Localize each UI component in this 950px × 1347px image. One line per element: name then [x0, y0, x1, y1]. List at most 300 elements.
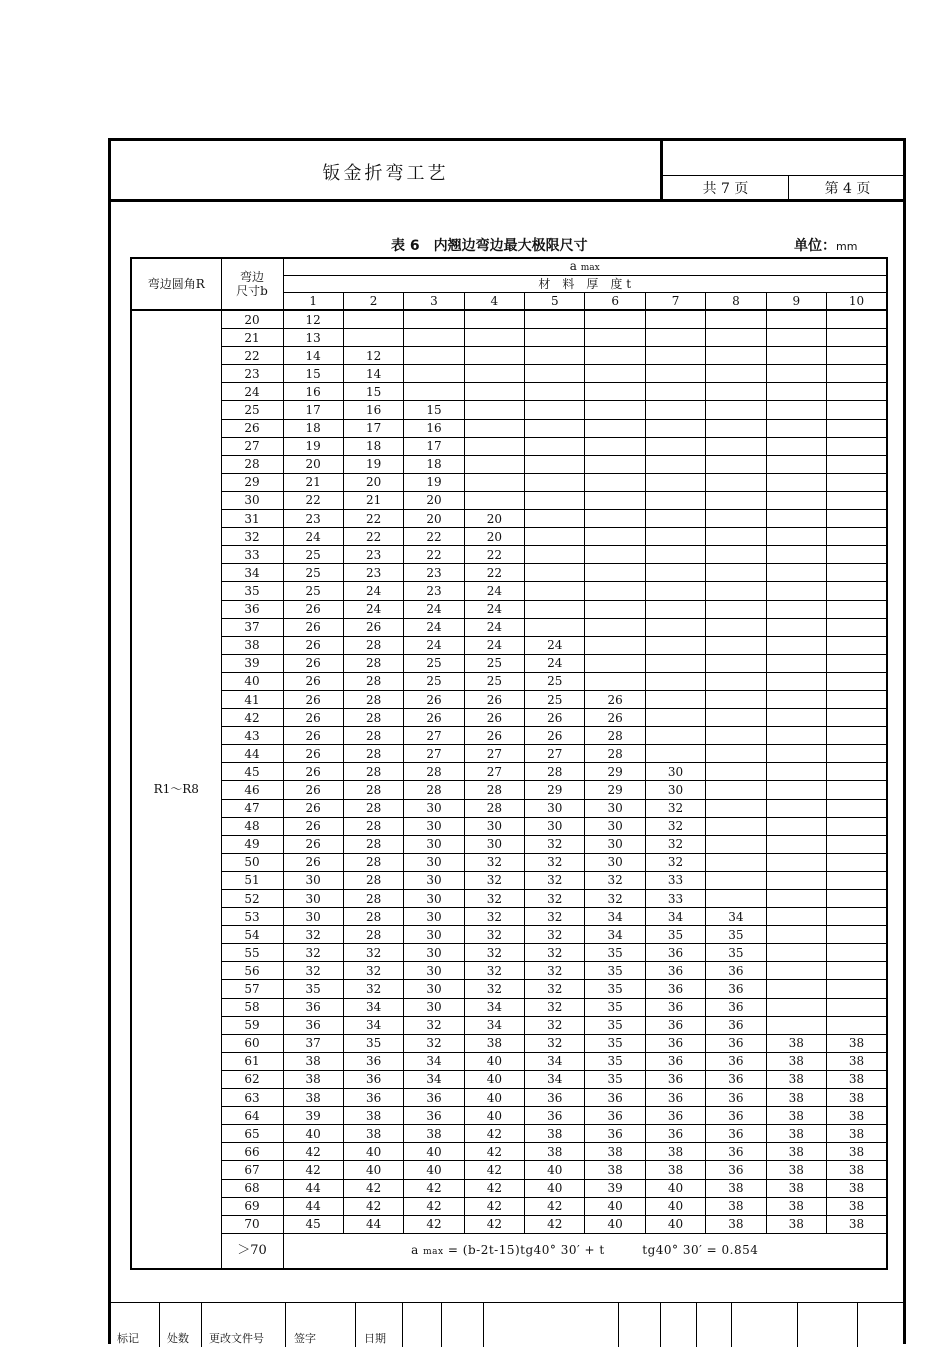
amax-cell	[706, 763, 766, 781]
amax-cell: 29	[585, 763, 645, 781]
footer-label-signature: 签字	[294, 1332, 316, 1345]
amax-cell: 32	[525, 871, 585, 889]
amax-formula	[283, 1233, 887, 1269]
thickness-col-3: 3	[404, 293, 464, 311]
table-row	[131, 636, 887, 654]
amax-cell	[706, 636, 766, 654]
amax-cell	[827, 835, 887, 853]
amax-cell: 26	[283, 853, 343, 871]
table-row	[131, 1016, 887, 1034]
amax-cell: 16	[404, 419, 464, 437]
formula-expression: = (b-2t-15)tg40° 30′ + t tg40° 30′ = 0.854	[443, 1242, 759, 1257]
amax-cell	[827, 564, 887, 582]
amax-cell	[585, 365, 645, 383]
amax-cell: 40	[464, 1052, 524, 1070]
amax-cell	[766, 329, 826, 347]
amax-cell: 40	[464, 1089, 524, 1107]
amax-cell: 26	[283, 672, 343, 690]
amax-cell: 28	[343, 871, 403, 889]
amax-cell	[706, 546, 766, 564]
amax-cell: 40	[645, 1197, 705, 1215]
amax-cell: 35	[706, 926, 766, 944]
bend-size-cell: 54	[221, 926, 283, 944]
amax-cell	[464, 419, 524, 437]
amax-cell: 30	[404, 817, 464, 835]
amax-cell: 17	[343, 419, 403, 437]
amax-cell: 32	[525, 835, 585, 853]
amax-cell: 44	[343, 1215, 403, 1233]
amax-cell	[706, 528, 766, 546]
amax-cell: 22	[404, 546, 464, 564]
amax-cell: 42	[404, 1179, 464, 1197]
amax-cell: 30	[404, 890, 464, 908]
amax-cell	[827, 1016, 887, 1034]
amax-cell: 26	[525, 727, 585, 745]
amax-cell: 30	[283, 890, 343, 908]
amax-cell: 40	[645, 1215, 705, 1233]
amax-cell: 42	[464, 1215, 524, 1233]
amax-cell	[706, 654, 766, 672]
amax-cell: 32	[343, 962, 403, 980]
amax-cell: 28	[343, 835, 403, 853]
amax-cell: 40	[525, 1179, 585, 1197]
amax-cell: 30	[585, 853, 645, 871]
amax-cell: 22	[283, 491, 343, 509]
amax-cell: 18	[343, 437, 403, 455]
table-row	[131, 546, 887, 564]
amax-cell: 26	[283, 727, 343, 745]
amax-cell	[766, 944, 826, 962]
amax-cell: 36	[645, 944, 705, 962]
amax-cell: 28	[343, 926, 403, 944]
amax-cell: 42	[343, 1197, 403, 1215]
amax-cell	[645, 618, 705, 636]
amax-cell: 33	[645, 871, 705, 889]
amax-cell	[827, 510, 887, 528]
amax-cell: 26	[464, 690, 524, 708]
amax-cell: 36	[706, 1052, 766, 1070]
amax-cell: 36	[645, 1070, 705, 1088]
amax-cell	[404, 310, 464, 329]
table-row	[131, 654, 887, 672]
amax-cell	[766, 709, 826, 727]
amax-cell	[525, 455, 585, 473]
amax-cell: 19	[283, 437, 343, 455]
amax-cell: 32	[525, 926, 585, 944]
revision-block	[108, 1302, 906, 1347]
amax-cell: 36	[645, 998, 705, 1016]
document-frame	[108, 138, 906, 1344]
amax-cell: 36	[706, 998, 766, 1016]
amax-cell	[706, 727, 766, 745]
bend-size-cell: 70	[221, 1215, 283, 1233]
amax-cell	[706, 455, 766, 473]
amax-cell: 22	[404, 528, 464, 546]
table-body	[131, 310, 887, 1269]
amax-cell	[706, 817, 766, 835]
table-row	[131, 1161, 887, 1179]
amax-cell: 13	[283, 329, 343, 347]
thickness-col-2: 2	[343, 293, 403, 311]
amax-cell: 45	[283, 1215, 343, 1233]
table-header	[131, 258, 887, 310]
table-row	[131, 1034, 887, 1052]
amax-cell: 25	[283, 564, 343, 582]
unit-text: 单位：	[794, 238, 836, 254]
amax-cell: 26	[283, 835, 343, 853]
amax-cell: 32	[464, 890, 524, 908]
bend-limit-table	[130, 257, 888, 1270]
table-row	[131, 1107, 887, 1125]
amax-cell: 36	[706, 1125, 766, 1143]
amax-cell: 36	[404, 1089, 464, 1107]
amax-cell	[766, 980, 826, 998]
amax-cell	[706, 383, 766, 401]
amax-cell: 36	[706, 1107, 766, 1125]
table-row	[131, 926, 887, 944]
amax-cell: 36	[645, 1034, 705, 1052]
amax-cell: 28	[343, 817, 403, 835]
amax-cell	[766, 636, 826, 654]
amax-cell: 29	[525, 781, 585, 799]
amax-cell: 38	[766, 1161, 826, 1179]
amax-cell	[827, 817, 887, 835]
amax-cell	[766, 491, 826, 509]
amax-cell: 42	[283, 1143, 343, 1161]
amax-cell: 38	[766, 1070, 826, 1088]
amax-cell: 26	[525, 709, 585, 727]
table-row	[131, 1125, 887, 1143]
thickness-col-4: 4	[464, 293, 524, 311]
bend-size-cell: 55	[221, 944, 283, 962]
bend-size-cell: 59	[221, 1016, 283, 1034]
amax-cell: 25	[464, 654, 524, 672]
amax-cell: 36	[706, 1143, 766, 1161]
amax-cell	[766, 962, 826, 980]
amax-cell: 25	[525, 672, 585, 690]
amax-cell: 38	[645, 1161, 705, 1179]
amax-cell	[645, 455, 705, 473]
amax-cell: 38	[283, 1089, 343, 1107]
amax-cell	[706, 329, 766, 347]
amax-cell: 28	[343, 727, 403, 745]
amax-cell	[827, 781, 887, 799]
amax-cell	[645, 654, 705, 672]
amax-cell: 19	[343, 455, 403, 473]
amax-cell: 32	[343, 980, 403, 998]
amax-cell: 40	[464, 1107, 524, 1125]
table-row	[131, 799, 887, 817]
amax-cell: 14	[343, 365, 403, 383]
amax-cell: 36	[283, 1016, 343, 1034]
table-row	[131, 727, 887, 745]
bend-size-cell: 65	[221, 1125, 283, 1143]
amax-cell: 36	[585, 1107, 645, 1125]
amax-cell: 38	[827, 1089, 887, 1107]
amax-cell: 38	[766, 1034, 826, 1052]
amax-cell: 38	[585, 1143, 645, 1161]
page-info	[663, 175, 906, 200]
amax-cell: 40	[645, 1179, 705, 1197]
bend-size-cell: 56	[221, 962, 283, 980]
amax-cell	[766, 347, 826, 365]
amax-cell	[525, 582, 585, 600]
unit-label	[794, 235, 857, 255]
revision-col-line	[660, 1302, 661, 1347]
amax-cell: 38	[706, 1197, 766, 1215]
amax-cell	[827, 962, 887, 980]
amax-cell: 35	[585, 962, 645, 980]
amax-cell: 38	[585, 1161, 645, 1179]
amax-cell: 26	[343, 618, 403, 636]
amax-cell: 25	[283, 582, 343, 600]
amax-cell: 30	[404, 962, 464, 980]
table-row	[131, 709, 887, 727]
amax-cell: 26	[283, 817, 343, 835]
amax-cell: 27	[464, 763, 524, 781]
amax-cell	[766, 419, 826, 437]
amax-cell	[585, 672, 645, 690]
amax-cell: 40	[464, 1070, 524, 1088]
amax-cell	[827, 582, 887, 600]
amax-cell: 32	[283, 944, 343, 962]
amax-cell: 16	[343, 401, 403, 419]
amax-cell: 38	[766, 1089, 826, 1107]
amax-cell: 23	[283, 510, 343, 528]
amax-cell	[585, 437, 645, 455]
amax-cell	[827, 473, 887, 491]
bend-size-cell: 63	[221, 1089, 283, 1107]
formula-row	[131, 1233, 887, 1269]
amax-cell: 26	[283, 618, 343, 636]
revision-col-line	[483, 1302, 484, 1347]
amax-cell	[766, 310, 826, 329]
amax-cell	[827, 654, 887, 672]
amax-cell	[645, 401, 705, 419]
amax-cell: 36	[706, 1161, 766, 1179]
amax-cell: 32	[525, 1016, 585, 1034]
bend-size-cell: 42	[221, 709, 283, 727]
amax-cell: 36	[706, 1034, 766, 1052]
amax-cell	[464, 491, 524, 509]
amax-cell	[706, 473, 766, 491]
revision-col-line	[857, 1302, 858, 1347]
amax-cell: 20	[343, 473, 403, 491]
amax-cell	[464, 365, 524, 383]
amax-cell	[706, 510, 766, 528]
bend-size-cell: 29	[221, 473, 283, 491]
amax-cell	[645, 365, 705, 383]
amax-cell: 36	[404, 1107, 464, 1125]
amax-cell	[766, 600, 826, 618]
bend-size-cell: 53	[221, 908, 283, 926]
amax-cell	[827, 799, 887, 817]
amax-cell	[766, 437, 826, 455]
bend-size-cell: 31	[221, 510, 283, 528]
amax-cell: 38	[827, 1143, 887, 1161]
amax-cell	[404, 329, 464, 347]
amax-cell	[645, 419, 705, 437]
amax-cell	[404, 347, 464, 365]
amax-cell: 42	[343, 1179, 403, 1197]
amax-cell: 42	[525, 1197, 585, 1215]
amax-cell: 28	[585, 745, 645, 763]
total-pages: 共 7 页	[663, 176, 789, 200]
amax-cell: 34	[464, 998, 524, 1016]
amax-cell: 12	[343, 347, 403, 365]
amax-cell	[706, 672, 766, 690]
amax-cell: 34	[343, 998, 403, 1016]
amax-cell: 35	[585, 1070, 645, 1088]
amax-cell	[645, 672, 705, 690]
amax-cell	[766, 473, 826, 491]
bend-size-cell: 40	[221, 672, 283, 690]
current-page: 第 4 页	[824, 181, 871, 197]
bend-size-cell: 69	[221, 1197, 283, 1215]
amax-cell	[525, 528, 585, 546]
amax-cell: 36	[343, 1052, 403, 1070]
amax-cell: 40	[343, 1143, 403, 1161]
bend-size-cell: 20	[221, 310, 283, 329]
amax-cell: 24	[464, 618, 524, 636]
amax-cell: 32	[464, 926, 524, 944]
amax-cell: 24	[404, 618, 464, 636]
amax-cell: 26	[464, 709, 524, 727]
amax-cell	[766, 727, 826, 745]
amax-cell: 15	[404, 401, 464, 419]
amax-cell: 20	[404, 491, 464, 509]
amax-cell: 21	[283, 473, 343, 491]
amax-cell: 44	[283, 1197, 343, 1215]
amax-cell: 32	[464, 944, 524, 962]
amax-cell: 17	[283, 401, 343, 419]
amax-cell	[827, 329, 887, 347]
bend-size-cell: 26	[221, 419, 283, 437]
amax-cell: 32	[645, 817, 705, 835]
amax-cell: 38	[766, 1143, 826, 1161]
amax-cell: 25	[404, 672, 464, 690]
amax-cell: 36	[525, 1107, 585, 1125]
amax-cell: 20	[464, 528, 524, 546]
amax-cell: 38	[766, 1052, 826, 1070]
amax-cell: 32	[525, 944, 585, 962]
amax-cell	[706, 745, 766, 763]
amax-cell: 30	[283, 908, 343, 926]
amax-cell: 32	[464, 908, 524, 926]
amax-cell: 40	[343, 1161, 403, 1179]
amax-cell: 34	[343, 1016, 403, 1034]
table-row	[131, 980, 887, 998]
amax-cell	[766, 817, 826, 835]
amax-cell	[464, 310, 524, 329]
bend-size-cell: 58	[221, 998, 283, 1016]
bend-size-cell: 33	[221, 546, 283, 564]
amax-cell	[343, 310, 403, 329]
amax-cell: 15	[283, 365, 343, 383]
amax-cell: 17	[404, 437, 464, 455]
amax-cell: 34	[464, 1016, 524, 1034]
amax-cell: 27	[404, 727, 464, 745]
bend-size-cell: 62	[221, 1070, 283, 1088]
amax-cell: 32	[525, 1034, 585, 1052]
formula-symbol: a	[411, 1242, 419, 1257]
amax-cell	[585, 618, 645, 636]
amax-cell: 28	[404, 781, 464, 799]
table-row	[131, 310, 887, 329]
table-row	[131, 1089, 887, 1107]
amax-cell: 18	[404, 455, 464, 473]
table-row	[131, 618, 887, 636]
amax-cell	[525, 347, 585, 365]
amax-cell	[827, 763, 887, 781]
footer-label-count: 处数	[167, 1332, 189, 1345]
amax-cell: 35	[585, 1052, 645, 1070]
amax-cell	[585, 491, 645, 509]
amax-cell	[766, 890, 826, 908]
bend-size-cell: 66	[221, 1143, 283, 1161]
amax-cell: 30	[525, 799, 585, 817]
bend-size-cell: 43	[221, 727, 283, 745]
amax-cell	[827, 980, 887, 998]
table-row	[131, 582, 887, 600]
bend-size-cell: 35	[221, 582, 283, 600]
table-row	[131, 1179, 887, 1197]
amax-cell: 30	[464, 817, 524, 835]
amax-cell: 26	[283, 799, 343, 817]
amax-cell	[645, 310, 705, 329]
amax-cell: 26	[464, 727, 524, 745]
table-row	[131, 1197, 887, 1215]
amax-cell	[766, 1016, 826, 1034]
amax-cell	[827, 672, 887, 690]
amax-cell	[766, 763, 826, 781]
amax-cell: 21	[343, 491, 403, 509]
bend-size-cell: 41	[221, 690, 283, 708]
table-row	[131, 347, 887, 365]
amax-cell: 30	[404, 998, 464, 1016]
header-bend-size-line2: 尺寸b	[236, 284, 268, 298]
amax-cell	[706, 709, 766, 727]
thickness-col-9: 9	[766, 293, 826, 311]
amax-cell	[827, 745, 887, 763]
table-row	[131, 781, 887, 799]
amax-cell: 28	[343, 709, 403, 727]
amax-cell: 28	[404, 763, 464, 781]
amax-cell	[525, 618, 585, 636]
amax-cell	[827, 727, 887, 745]
amax-cell	[766, 582, 826, 600]
amax-cell: 20	[283, 455, 343, 473]
amax-cell: 24	[525, 636, 585, 654]
table-row	[131, 419, 887, 437]
table-row	[131, 473, 887, 491]
bend-size-cell: 30	[221, 491, 283, 509]
amax-cell: 42	[464, 1161, 524, 1179]
thickness-col-7: 7	[645, 293, 705, 311]
amax-cell	[827, 998, 887, 1016]
amax-cell: 16	[283, 383, 343, 401]
beyond-70-label: ＞70	[221, 1233, 283, 1269]
amax-cell	[827, 871, 887, 889]
amax-cell: 38	[283, 1070, 343, 1088]
amax-cell	[766, 853, 826, 871]
amax-cell: 30	[585, 799, 645, 817]
amax-cell	[464, 329, 524, 347]
amax-cell	[645, 347, 705, 365]
amax-cell	[706, 799, 766, 817]
amax-cell: 30	[404, 908, 464, 926]
table-row	[131, 835, 887, 853]
